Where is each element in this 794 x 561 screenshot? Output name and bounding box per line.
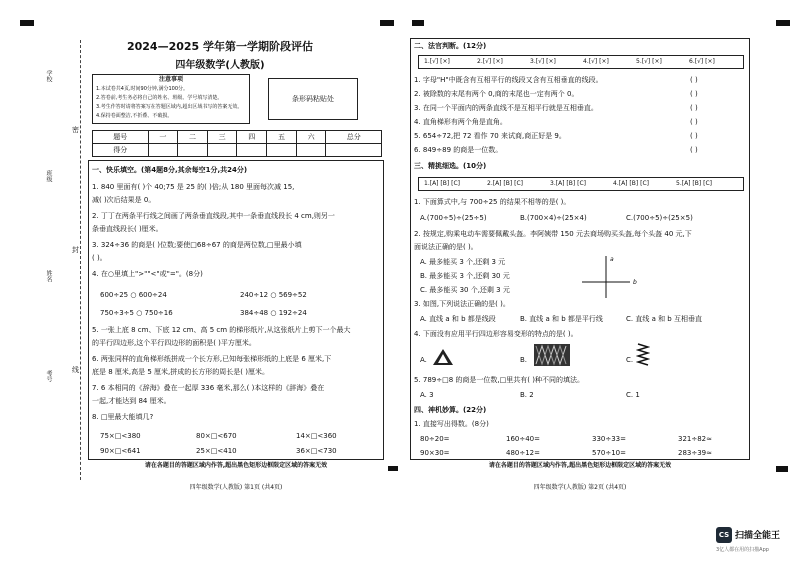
score-cell[interactable]	[237, 144, 267, 157]
oral-calc: 80÷20=	[420, 435, 450, 443]
notice-line: 1.本试卷共4页,时间90分钟,满分100分。	[96, 86, 189, 92]
score-cell[interactable]	[148, 144, 178, 157]
score-cell: 六	[296, 131, 326, 144]
answer-choice[interactable]: 3.[√] [×]	[530, 58, 556, 65]
answer-choice[interactable]: 1.[√] [×]	[424, 58, 450, 65]
fill-item: 80×□<670	[196, 432, 237, 440]
footer-notice: 请在各题目的答题区域内作答,超出黑色矩形边框限定区域的答案无效	[144, 462, 328, 469]
side-label-school: 学校	[45, 70, 52, 82]
page-title: 2024—2025 学年第一学期阶段评估	[126, 40, 314, 53]
question-text: 3. 324÷36 的商是( )位数;要使□68÷67 的商是两位数,□里最小填	[92, 241, 302, 249]
option: C. 1	[626, 391, 640, 399]
option: B.(700×4)÷(25×4)	[520, 214, 587, 222]
question-text: 7. 6 本相同的《辞海》叠在一起厚 336 毫米,那么( )本这样的《辞海》叠在	[92, 384, 325, 392]
judge-item: 5. 654÷72,把 72 看作 70 来试商,商正好是 9。	[414, 132, 566, 140]
fill-item: 25×□<410	[196, 447, 237, 455]
registration-mark	[776, 20, 790, 26]
fill-item: 90×□<641	[100, 447, 141, 455]
question-text: 减( )次后结果是 0。	[92, 196, 156, 204]
score-table-row	[93, 144, 382, 157]
option: C.(700÷5)÷(25×5)	[626, 214, 693, 222]
line-figure	[580, 254, 650, 300]
registration-mark	[20, 20, 34, 26]
judge-item: 1. 字母"H"中既含有互相平行的线段又含有互相垂直的线段。	[414, 76, 603, 84]
score-cell: 二	[178, 131, 208, 144]
line-label-b: b	[633, 279, 637, 286]
score-cell: 题号	[93, 131, 149, 144]
line-label-a: a	[610, 256, 614, 263]
oral-calc: 160÷40=	[506, 435, 540, 443]
option: C.	[626, 356, 634, 364]
score-cell[interactable]	[326, 144, 382, 157]
question-text: 3. 如图,下列说法正确的是( )。	[414, 300, 510, 308]
scanner-logo-text: CS	[718, 531, 730, 539]
compare-item: 384÷48 ○ 192÷24	[240, 309, 307, 317]
triangle-sign-picture	[432, 348, 454, 366]
score-table	[92, 130, 382, 157]
option: A. 3	[420, 391, 434, 399]
notice-heading: 注意事项	[158, 76, 183, 83]
question-text: 2. 按规定,购乘电动车需要佩戴头盔。李阿姨带 150 元去商场购买头盔,每个头盔 40 元,下	[414, 230, 692, 238]
registration-mark	[388, 466, 398, 471]
page-subtitle: 四年级数学(人教版)	[175, 60, 265, 71]
judge-item: 6. 849÷89 的商是一位数。	[414, 146, 503, 154]
answer-choice[interactable]: 5.[√] [×]	[636, 58, 662, 65]
option: B. 2	[520, 391, 534, 399]
spring-picture	[636, 342, 650, 368]
side-label-name: 姓名	[45, 270, 52, 282]
scanner-tagline: 3亿人都在用的扫描App	[716, 547, 769, 553]
score-cell: 五	[267, 131, 297, 144]
section-heading: 一、快乐填空。(第4题8分,其余每空1分,共24分)	[92, 166, 248, 174]
registration-mark	[380, 20, 394, 26]
compare-item: 240÷12 ○ 569÷52	[240, 291, 307, 299]
answer-choice[interactable]: 4.[A] [B] [C]	[613, 180, 649, 187]
question-text: 5. 789÷□8 的商是一位数,□里共有( )种不同的填法。	[414, 376, 584, 384]
registration-mark	[776, 466, 788, 472]
score-cell[interactable]	[296, 144, 326, 157]
question-text: 6. 两张同样的直角梯形纸拼成一个长方形,已知每张梯形纸的上底是 6 厘米,下	[92, 355, 332, 363]
seal-line	[80, 40, 81, 480]
footer-notice: 请在各题目的答题区域内作答,超出黑色矩形边框限定区域的答案无效	[488, 462, 672, 469]
question-text: 1. 直接写出得数。(8分)	[414, 420, 489, 428]
score-cell: 三	[207, 131, 237, 144]
score-cell: 总分	[326, 131, 382, 144]
side-label-number: 考号	[45, 370, 52, 382]
option: B.	[520, 356, 528, 364]
question-text: 1. 下面算式中,与 700÷25 的结果不相等的是( )。	[414, 198, 571, 206]
seal-mark: 封	[72, 246, 79, 254]
seal-mark: 密	[72, 126, 79, 134]
fill-item: 14×□<360	[296, 432, 337, 440]
answer-choice[interactable]: 3.[A] [B] [C]	[550, 180, 586, 187]
answer-choice[interactable]: 5.[A] [B] [C]	[676, 180, 712, 187]
score-cell[interactable]	[267, 144, 297, 157]
notice-line: 3.考生作答时请将答案写在答题区域内,超出区域书写的答案无效。	[96, 104, 243, 110]
oral-calc: 480÷12=	[506, 449, 540, 457]
question-text: 5. 一张上底 8 cm、下底 12 cm、高 5 cm 的梯形纸片,从这张纸片上剪下一个最大	[92, 326, 351, 334]
judge-item: 2. 被除数的末尾有两个 0,商的末尾也一定有两个 0。	[414, 90, 579, 98]
answer-paren[interactable]: ( )	[690, 90, 698, 98]
score-cell: 四	[237, 131, 267, 144]
question-text: 一起,才能达到 84 厘米。	[92, 397, 171, 405]
question-text: ( )。	[92, 254, 107, 262]
question-text: 4. 在○里填上">""<"或"="。(8分)	[92, 270, 203, 278]
notice-box	[92, 74, 250, 124]
question-text: 底是 8 厘米,高是 5 厘米,拼成的长方形的周长是( )厘米。	[92, 368, 269, 376]
option: A. 最多能买 3 个,还剩 3 元	[420, 258, 506, 266]
judge-item: 3. 在同一个平面内的两条直线不是互相平行就是互相垂直。	[414, 104, 598, 112]
answer-choice[interactable]: 1.[A] [B] [C]	[424, 180, 460, 187]
score-table-row	[93, 131, 382, 144]
answer-paren[interactable]: ( )	[690, 104, 698, 112]
answer-choice[interactable]: 4.[√] [×]	[583, 58, 609, 65]
score-cell: 一	[148, 131, 178, 144]
section-heading: 四、神机妙算。(22分)	[414, 406, 487, 414]
question-text: 4. 下面没有应用平行四边形容易变形的特点的是( )。	[414, 330, 578, 338]
fill-item: 36×□<730	[296, 447, 337, 455]
option: B. 直线 a 和 b 都是平行线	[520, 315, 603, 323]
side-label-class: 班级	[45, 170, 52, 182]
question-text: 2. 丁丁在两条平行线之间画了两条垂直线段,其中一条垂直线段长 4 cm,则另一	[92, 212, 335, 220]
question-text: 8. □里最大能填几?	[92, 413, 154, 421]
oral-calc: 330÷33=	[592, 435, 626, 443]
section-heading: 二、法官判断。(12分)	[414, 42, 487, 50]
compare-item: 600÷25 ○ 600÷24	[100, 291, 167, 299]
option: A.(700÷5)÷(25÷5)	[420, 214, 487, 222]
section-heading: 三、精挑细选。(10分)	[414, 162, 487, 170]
notice-line: 4.保持卷面整洁,不折叠、不破损。	[96, 113, 173, 119]
oral-calc: 570÷10=	[592, 449, 626, 457]
option: C. 最多能买 30 个,还剩 3 元	[420, 286, 510, 294]
question-text: 面说法正确的是( )。	[414, 243, 478, 251]
page-footer: 四年级数学(人教版) 第2页 (共4页)	[533, 484, 627, 491]
answer-paren[interactable]: ( )	[690, 76, 698, 84]
question-text: 的平行四边形,这个平行四边形的面积是( )平方厘米。	[92, 339, 256, 347]
registration-mark	[412, 20, 424, 26]
question-text: 1. 840 里面有( )个 40;75 是 25 的( )倍;从 180 里面每次减 15,	[92, 183, 295, 191]
question-text: 条垂直线段长( )厘米。	[92, 225, 163, 233]
retractable-gate-picture	[534, 344, 570, 366]
barcode-label: 条形码粘贴处	[292, 95, 334, 103]
compare-item: 750÷3÷5 ○ 750÷16	[100, 309, 173, 317]
scanner-logo	[716, 527, 732, 543]
score-cell[interactable]	[207, 144, 237, 157]
option: C. 直线 a 和 b 互相垂直	[626, 315, 702, 323]
score-cell[interactable]	[178, 144, 208, 157]
oral-calc: 321÷82≈	[678, 435, 712, 443]
score-cell: 得分	[93, 144, 149, 157]
answer-paren[interactable]: ( )	[690, 146, 698, 154]
judge-item: 4. 直角梯形有两个角是直角。	[414, 118, 507, 126]
page-footer: 四年级数学(人教版) 第1页 (共4页)	[189, 484, 283, 491]
fill-item: 75×□<380	[100, 432, 141, 440]
scanner-brand: 扫描全能王	[735, 531, 781, 541]
oral-calc: 90×30=	[420, 449, 450, 457]
answer-choice[interactable]: 2.[√] [×]	[477, 58, 503, 65]
option: B. 最多能买 3 个,还剩 30 元	[420, 272, 510, 280]
barcode-box	[268, 78, 358, 120]
oral-calc: 283÷39≈	[678, 449, 712, 457]
notice-line: 2.答卷前,考生务必将自己的姓名、班级、学号填写清楚。	[96, 95, 223, 101]
seal-mark: 线	[72, 366, 79, 374]
option: A.	[420, 356, 427, 364]
answer-choice[interactable]: 6.[√] [×]	[689, 58, 715, 65]
answer-paren[interactable]: ( )	[690, 118, 698, 126]
answer-paren[interactable]: ( )	[690, 132, 698, 140]
answer-choice[interactable]: 2.[A] [B] [C]	[487, 180, 523, 187]
option: A. 直线 a 和 b 都是线段	[420, 315, 496, 323]
